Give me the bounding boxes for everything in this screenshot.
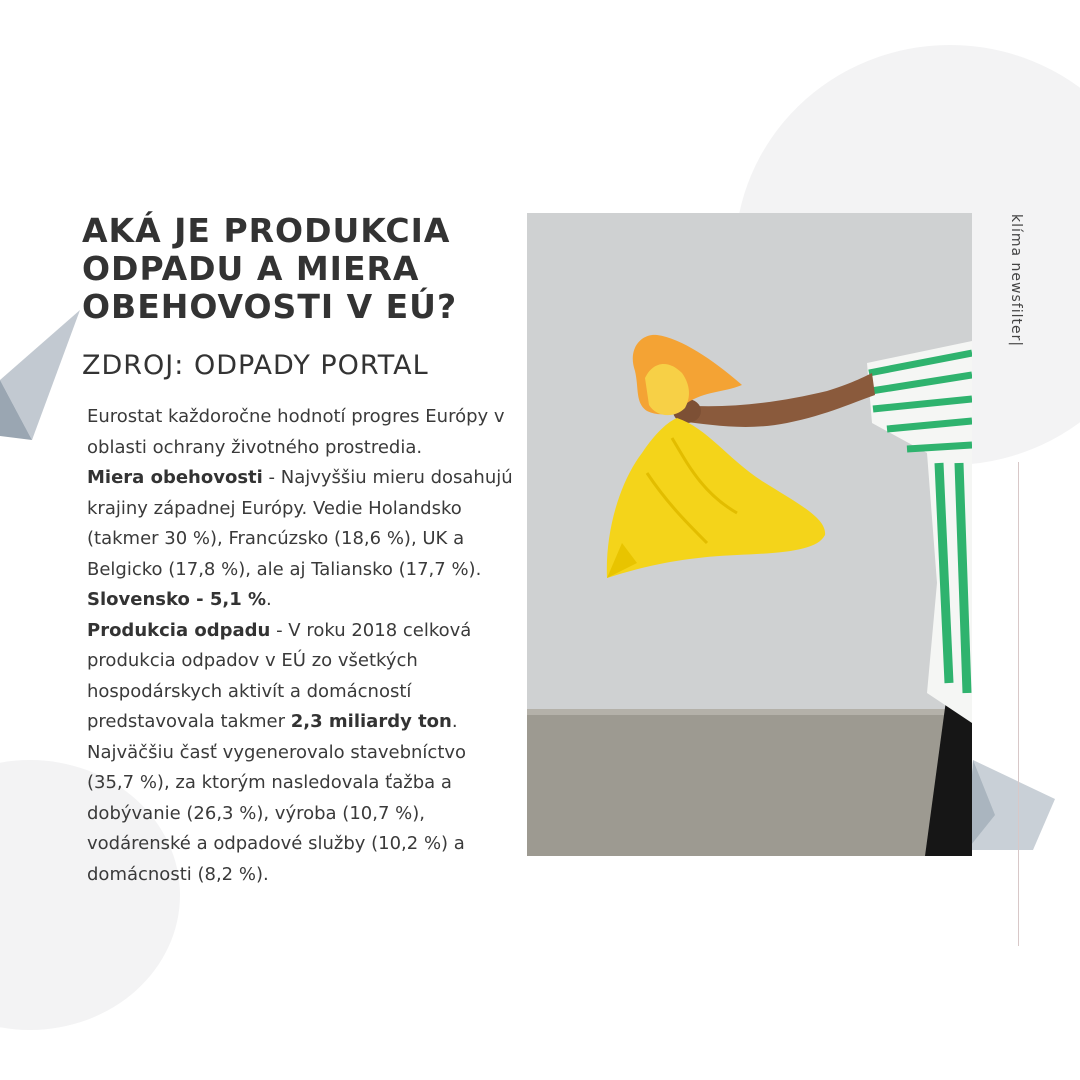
source-label: ZDROJ: ODPADY PORTAL bbox=[82, 350, 429, 381]
circularity-text: - Najvyššiu mieru dosahujú krajiny západnej Európy. Vedie Holandsko (takmer 30 %), Francúzsko (18,6 %), UK a Belgicko (17,8 %), ale aj Taliansko (17,7 %). bbox=[87, 467, 513, 580]
waste-text: - V roku 2018 celková produkcia odpadov v EÚ zo všetkých hospodárskych aktivít a domácností predstavovala takmer bbox=[87, 619, 472, 732]
slovakia-end: . bbox=[266, 589, 272, 610]
paper-fold-shape-right bbox=[965, 755, 1060, 855]
waste-amount: 2,3 miliardy ton bbox=[290, 711, 452, 732]
paper-fold-shape-left bbox=[0, 300, 90, 445]
waste-label: Produkcia odpadu bbox=[87, 619, 271, 641]
circularity-label: Miera obehovosti bbox=[87, 467, 263, 488]
intro-text: Eurostat každoročne hodnotí progres Európy v oblasti ochrany životného prostredia. bbox=[87, 406, 505, 458]
trash-bag-photo bbox=[527, 213, 972, 856]
waste-text-2: . Najväčšiu časť vygenerovalo stavebníctvo (35,7 %), za ktorým nasledovala ťažba a dobývanie (26,3 %), výroba (10,7 %), vodárenské a odpadové služby (10,2 %) a domácnosti (8,2 %). bbox=[87, 711, 467, 885]
brand-side-label: klíma newsfilter| bbox=[1008, 214, 1024, 348]
vertical-divider-line bbox=[1018, 462, 1019, 946]
slovakia-label: Slovensko - 5,1 % bbox=[87, 589, 267, 610]
page-title: AKÁ JE PRODUKCIA ODPADU A MIERA OBEHOVOSTI V EÚ? bbox=[82, 211, 458, 326]
article-body bbox=[87, 402, 517, 890]
